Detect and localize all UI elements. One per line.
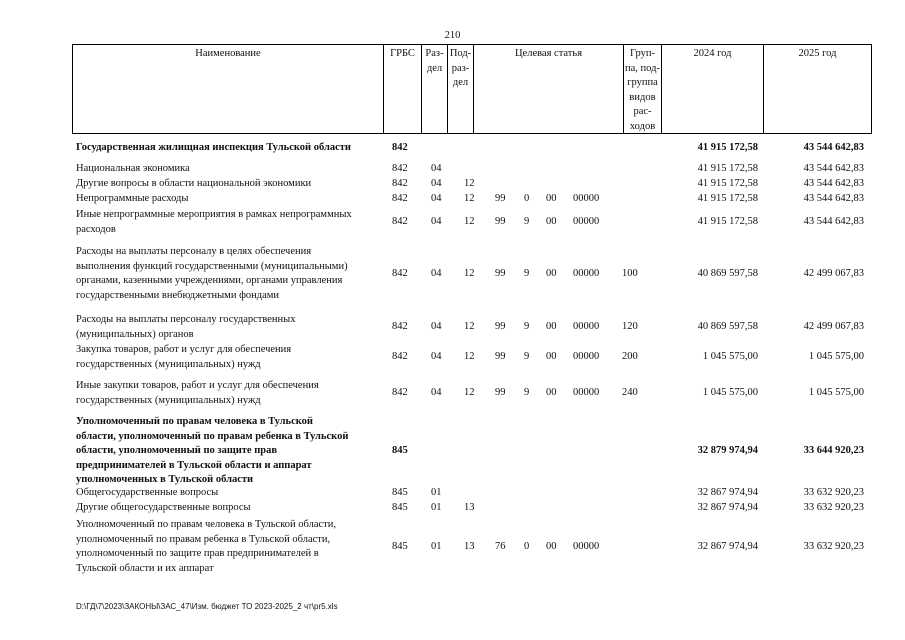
- cell-rz: 04: [431, 163, 442, 174]
- cell-grbs: 845: [392, 487, 408, 498]
- cell-rz: 04: [431, 267, 442, 279]
- cell-v2025: 33 632 920,23: [803, 540, 864, 552]
- cell-c4: 00000: [573, 216, 600, 228]
- cell-v2024: 32 879 974,94: [697, 445, 758, 457]
- cell-v2024: 32 867 974,94: [697, 540, 758, 552]
- cell-name: Уполномоченный по правам человека в Тульской области, уполномоченный по правам ребенка в Тульской области, уполномоченный по защите прав предпринимателей в Тульской области и их аппарат: [76, 519, 336, 574]
- cell-c3: 00: [546, 267, 557, 279]
- cell-rz: 04: [431, 387, 442, 399]
- cell-name: Иные непрограммные мероприятия в рамках непрограммных расходов: [76, 209, 352, 235]
- cell-v2024: 41 915 172,58: [697, 163, 758, 174]
- cell-v2025: 42 499 067,83: [803, 267, 864, 279]
- cell-v2024: 41 915 172,58: [697, 193, 758, 204]
- cell-c2: 9: [524, 387, 530, 399]
- cell-grbs: 842: [392, 216, 408, 228]
- cell-c4: 00000: [573, 193, 600, 204]
- cell-rz: 04: [431, 193, 442, 204]
- cell-grbs: 842: [392, 193, 408, 204]
- cell-pr: 12: [464, 216, 475, 228]
- cell-rz: 04: [431, 178, 442, 189]
- cell-grbs: 842: [392, 178, 408, 189]
- cell-v2024: 1 045 575,00: [702, 387, 758, 399]
- cell-v2024: 40 869 597,58: [697, 321, 758, 333]
- cell-c4: 00000: [573, 540, 600, 552]
- cell-pr: 13: [464, 502, 475, 513]
- page-number: 210: [444, 30, 461, 41]
- cell-c3: 00: [546, 193, 557, 204]
- cell-rz: 01: [431, 502, 442, 513]
- cell-v2024: 40 869 597,58: [697, 267, 758, 279]
- cell-c1: 99: [495, 216, 506, 228]
- cell-pr: 12: [464, 351, 475, 363]
- cell-pr: 12: [464, 193, 475, 204]
- cell-rz: 04: [431, 321, 442, 333]
- cell-v2025: 43 544 642,83: [803, 216, 864, 228]
- cell-name: Общегосударственные вопросы: [76, 487, 219, 498]
- cell-c2: 9: [524, 216, 530, 228]
- cell-grbs: 845: [392, 502, 408, 513]
- cell-v2025: 1 045 575,00: [808, 387, 864, 399]
- cell-v2025: 43 544 642,83: [803, 193, 864, 204]
- cell-grbs: 842: [392, 163, 408, 174]
- cell-pr: 12: [464, 321, 475, 333]
- cell-rz: 04: [431, 216, 442, 228]
- header-2025: 2025 год: [764, 45, 872, 133]
- cell-grbs: 845: [392, 540, 408, 552]
- cell-vr: 200: [622, 351, 638, 363]
- cell-name: Другие общегосударственные вопросы: [76, 502, 251, 513]
- cell-v2024: 41 915 172,58: [697, 142, 758, 153]
- cell-name: Иные закупки товаров, работ и услуг для обеспечения государственных (муниципальных) нужд: [76, 380, 319, 406]
- cell-c1: 99: [495, 321, 506, 333]
- cell-c4: 00000: [573, 267, 600, 279]
- cell-v2025: 43 544 642,83: [803, 178, 864, 189]
- cell-rz: 04: [431, 351, 442, 363]
- cell-v2024: 32 867 974,94: [697, 502, 758, 513]
- cell-v2025: 33 632 920,23: [803, 487, 864, 498]
- cell-c3: 00: [546, 540, 557, 552]
- cell-c4: 00000: [573, 351, 600, 363]
- table-header: [72, 44, 872, 134]
- cell-c3: 00: [546, 351, 557, 363]
- cell-vr: 100: [622, 267, 638, 279]
- cell-v2024: 41 915 172,58: [697, 178, 758, 189]
- cell-name: Непрограммные расходы: [76, 193, 189, 204]
- cell-rz: 01: [431, 487, 442, 498]
- header-name: Наименование: [72, 45, 384, 133]
- cell-v2025: 1 045 575,00: [808, 351, 864, 363]
- cell-c2: 9: [524, 267, 530, 279]
- cell-pr: 12: [464, 387, 475, 399]
- cell-v2024: 41 915 172,58: [697, 216, 758, 228]
- cell-v2024: 1 045 575,00: [702, 351, 758, 363]
- cell-c1: 99: [495, 267, 506, 279]
- cell-pr: 12: [464, 267, 475, 279]
- cell-c3: 00: [546, 216, 557, 228]
- cell-name: Расходы на выплаты персоналу государственных (муниципальных) органов: [76, 314, 296, 340]
- header-2024: 2024 год: [662, 45, 764, 133]
- cell-c1: 99: [495, 193, 506, 204]
- header-celevaya: Целевая статья: [474, 45, 624, 133]
- cell-name: Государственная жилищная инспекция Тульской области: [76, 142, 351, 153]
- cell-grbs: 842: [392, 267, 408, 279]
- cell-grbs: 842: [392, 387, 408, 399]
- cell-c4: 00000: [573, 321, 600, 333]
- cell-v2024: 32 867 974,94: [697, 487, 758, 498]
- cell-v2025: 43 544 642,83: [803, 163, 864, 174]
- cell-rz: 01: [431, 540, 442, 552]
- cell-c4: 00000: [573, 387, 600, 399]
- cell-c1: 99: [495, 387, 506, 399]
- cell-v2025: 33 632 920,23: [803, 502, 864, 513]
- cell-c2: 0: [524, 540, 530, 552]
- cell-pr: 12: [464, 178, 475, 189]
- cell-c1: 76: [495, 540, 506, 552]
- cell-c3: 00: [546, 321, 557, 333]
- cell-c3: 00: [546, 387, 557, 399]
- file-path-footer: D:\ГД\7\2023\ЗАКОНЫ\ЗАС_47\Изм. бюджет ТО 2023-2025_2 чт\pr5.xls: [76, 602, 338, 611]
- cell-v2025: 43 544 642,83: [803, 142, 864, 153]
- cell-c2: 9: [524, 321, 530, 333]
- cell-name: Национальная экономика: [76, 163, 190, 174]
- cell-name: Закупка товаров, работ и услуг для обеспечения государственных (муниципальных) нужд: [76, 344, 292, 370]
- cell-v2025: 33 644 920,23: [803, 445, 864, 457]
- cell-grbs: 842: [392, 321, 408, 333]
- cell-vr: 120: [622, 321, 638, 333]
- cell-grbs: 842: [392, 142, 408, 153]
- cell-pr: 13: [464, 540, 475, 552]
- cell-c2: 0: [524, 193, 530, 204]
- header-grbs: ГРБС: [384, 45, 422, 133]
- cell-grbs: 845: [392, 445, 408, 457]
- cell-name: Уполномоченный по правам человека в Тульской области, уполномоченный по правам ребенка в Тульской области, уполномоченный по защите прав предпринимателей в Тульской области и аппарат уполномоченных в Тульской области: [76, 416, 349, 486]
- cell-c1: 99: [495, 351, 506, 363]
- cell-c2: 9: [524, 351, 530, 363]
- cell-vr: 240: [622, 387, 638, 399]
- header-razdel: Раз- дел: [422, 45, 448, 133]
- cell-name: Расходы на выплаты персоналу в целях обеспечения выполнения функций государственными (муниципальными) органами, казенными учреждениями, органами управления государственными внебюджетными фондами: [76, 246, 348, 301]
- cell-name: Другие вопросы в области национальной экономики: [76, 178, 312, 189]
- cell-v2025: 42 499 067,83: [803, 321, 864, 333]
- header-podrazdel: Под- раз- дел: [448, 45, 474, 133]
- header-gruppa: Груп- па, под- группа видов рас- ходов: [624, 45, 662, 133]
- cell-grbs: 842: [392, 351, 408, 363]
